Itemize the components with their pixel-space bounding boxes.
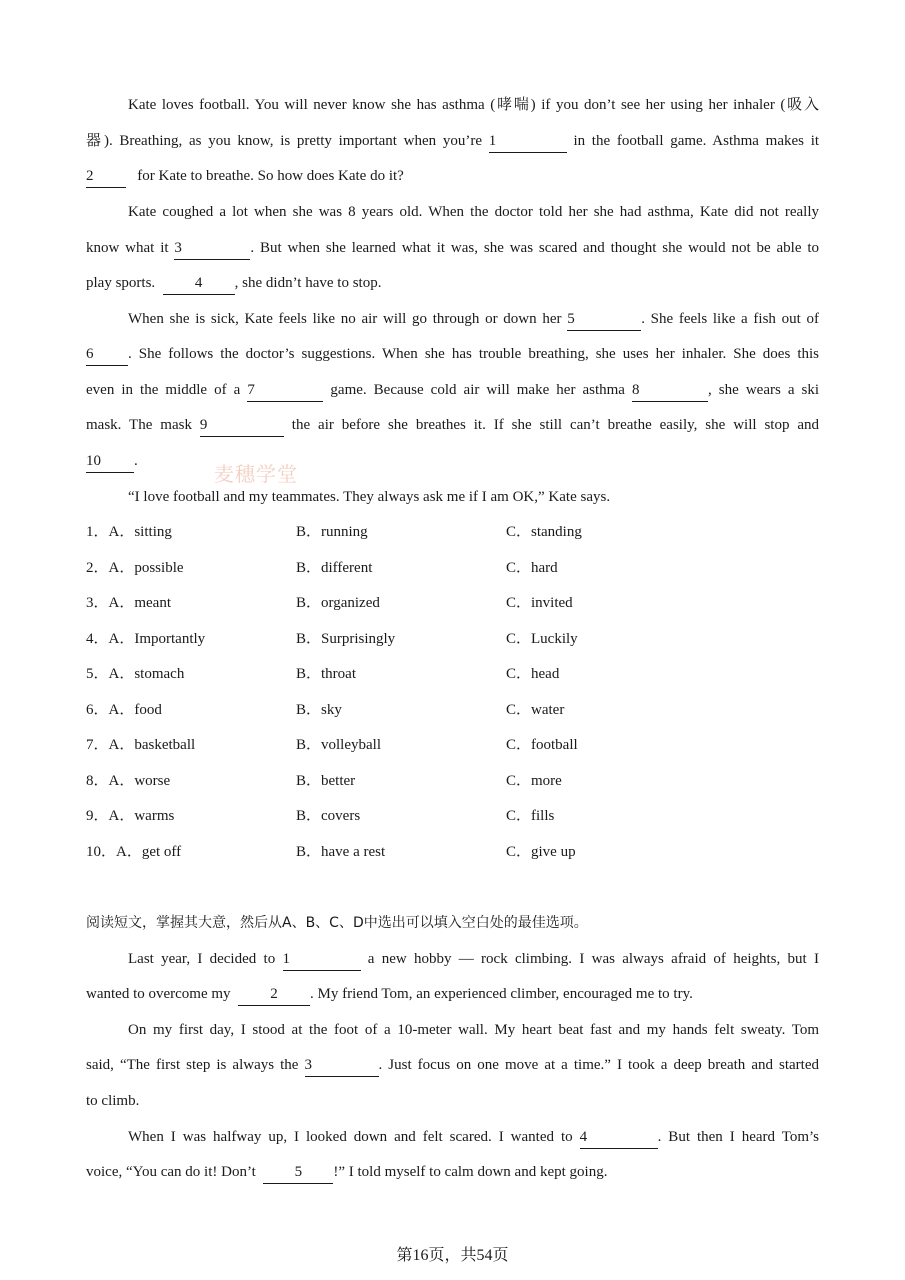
option-b: B．Surprisingly [296, 631, 396, 647]
watermark: 麦穗学堂 [214, 462, 298, 486]
passage1-line-11 [86, 449, 819, 473]
passage1-line-2 [86, 129, 819, 153]
question-1-row [86, 520, 172, 544]
text: to climb. [86, 1093, 140, 1109]
text: Kate coughed a lot when she was 8 years old. When the doctor told her she had asthma, Kate did not really [128, 204, 819, 220]
option-b: B．organized [296, 595, 380, 611]
passage2-line-3 [128, 1018, 819, 1042]
section-instruction: 阅读短文，掌握其大意，然后从A、B、C、D中选出可以填入空白处的最佳选项。 [86, 915, 588, 931]
text: . But then I heard Tom’s [657, 1129, 820, 1145]
option-b: B．sky [296, 702, 342, 718]
blank-2: 2 [86, 167, 126, 188]
passage2-line-7 [86, 1160, 819, 1184]
option-a: A．stomach [108, 666, 185, 682]
passage1-line-9 [86, 378, 819, 402]
text: a new hobby — rock climbing. I was always afraid of heights, but I [367, 951, 819, 967]
blank-9: 9 [200, 416, 284, 437]
blank-8: 8 [632, 381, 708, 402]
question-number: 3． [86, 595, 109, 611]
question-10-row [86, 840, 181, 864]
question-3-row [86, 591, 171, 615]
text: . My friend Tom, an experienced climber, encouraged me to try. [310, 986, 693, 1002]
text: . She feels like a fish out of [641, 311, 819, 327]
text: wanted to overcome my [86, 986, 231, 1002]
text: . [134, 453, 138, 469]
passage1-line-6 [86, 271, 819, 295]
option-b: B．different [296, 560, 373, 576]
text: . She follows the doctor’s suggestions. When she has trouble breathing, she uses her inhaler. She does this [128, 346, 819, 362]
option-b: B．better [296, 773, 356, 789]
question-number: 4． [86, 631, 109, 647]
text: said, “The first step is always the [86, 1057, 299, 1073]
question-number: 1． [86, 524, 109, 540]
option-c: C．fills [506, 808, 555, 824]
passage2-line-6 [128, 1125, 819, 1149]
passage1-line-4 [128, 200, 819, 224]
text: , she didn’t have to stop. [234, 275, 382, 291]
passage1-line-7 [128, 307, 819, 331]
question-number: 2． [86, 560, 109, 576]
option-c: C．football [506, 737, 578, 753]
question-6-row [86, 698, 162, 722]
option-b: B．covers [296, 808, 361, 824]
option-c: C．Luckily [506, 631, 578, 647]
option-a: A．possible [108, 560, 184, 576]
option-a: A．sitting [108, 524, 172, 540]
text: Last year, I decided to [128, 951, 276, 967]
blank-7: 7 [247, 381, 323, 402]
blank-10: 10 [86, 452, 134, 473]
option-a: A．basketball [108, 737, 196, 753]
passage1-line-5 [86, 236, 819, 260]
text: “I love football and my teammates. They always ask me if I am OK,” Kate says. [128, 489, 611, 505]
option-a: A．Importantly [108, 631, 206, 647]
passage1-line-3 [86, 164, 819, 188]
blank-6: 6 [86, 345, 128, 366]
question-4-row [86, 627, 205, 651]
text: Kate loves football. You will never know she has asthma (哮喘) if you don’t see her using her inhaler (吸入 [128, 97, 819, 113]
question-number: 7． [86, 737, 109, 753]
option-c: C．standing [506, 524, 582, 540]
text: mask. The mask [86, 417, 192, 433]
option-c: C．more [506, 773, 562, 789]
question-5-row [86, 662, 184, 686]
option-c: C．water [506, 702, 565, 718]
option-a: A．get off [116, 844, 182, 860]
option-a: A．worse [108, 773, 171, 789]
option-c: C．give up [506, 844, 576, 860]
text: On my first day, I stood at the foot of a 10-meter wall. My heart beat fast and my hands felt sweaty. Tom [128, 1022, 819, 1038]
text: 器). Breathing, as you know, is pretty important when you’re [86, 133, 482, 149]
passage2-line-1 [128, 947, 819, 971]
question-9-row [86, 804, 174, 828]
option-b: B．volleyball [296, 737, 381, 753]
question-number: 10． [86, 844, 117, 860]
text: When she is sick, Kate feels like no air will go through or down her [128, 311, 562, 327]
passage1-line-12 [128, 485, 819, 509]
option-c: C．head [506, 666, 560, 682]
option-b: B．throat [296, 666, 356, 682]
passage2-line-5 [86, 1089, 819, 1113]
passage1-line-8 [86, 342, 819, 366]
option-a: A．warms [108, 808, 175, 824]
text: , she wears a ski [708, 382, 820, 398]
option-c: C．invited [506, 595, 573, 611]
blank-4: 4 [163, 274, 235, 295]
question-8-row [86, 769, 170, 793]
passage1-line-10 [86, 413, 819, 437]
option-a: A．meant [108, 595, 171, 611]
text: in the football game. Asthma makes it [573, 133, 820, 149]
text: When I was halfway up, I looked down and felt scared. I wanted to [128, 1129, 573, 1145]
question-number: 6． [86, 702, 109, 718]
blank-3: 3 [174, 239, 250, 260]
text: know what it [86, 240, 169, 256]
passage1-line-1 [128, 93, 819, 117]
blank-3: 3 [305, 1056, 379, 1077]
option-c: C．hard [506, 560, 558, 576]
question-number: 5． [86, 666, 109, 682]
question-number: 8． [86, 773, 109, 789]
blank-5: 5 [567, 310, 641, 331]
passage2-line-2 [86, 982, 819, 1006]
blank-1: 1 [489, 132, 567, 153]
blank-4: 4 [580, 1128, 658, 1149]
text: for Kate to breathe. So how does Kate do it? [137, 168, 404, 184]
text: voice, “You can do it! Don’t [86, 1164, 256, 1180]
question-7-row [86, 733, 195, 757]
option-b: B．have a rest [296, 844, 386, 860]
text: game. Because cold air will make her asthma [330, 382, 625, 398]
blank-2: 2 [238, 985, 310, 1006]
text: . Just focus on one move at a time.” I took a deep breath and started [378, 1057, 819, 1073]
text: play sports. [86, 275, 156, 291]
blank-1: 1 [283, 950, 361, 971]
page-footer: 第16页，共54页 [396, 1247, 509, 1264]
passage2-line-4 [86, 1053, 819, 1077]
blank-5: 5 [263, 1163, 333, 1184]
question-number: 9． [86, 808, 109, 824]
text: !” I told myself to calm down and kept going. [333, 1164, 608, 1180]
text: . But when she learned what it was, she was scared and thought she would not be able to [250, 240, 820, 256]
option-a: A．food [108, 702, 162, 718]
question-2-row [86, 556, 184, 580]
text: even in the middle of a [86, 382, 241, 398]
option-b: B．running [296, 524, 368, 540]
text: the air before she breathes it. If she still can’t breathe easily, she will stop and [291, 417, 820, 433]
